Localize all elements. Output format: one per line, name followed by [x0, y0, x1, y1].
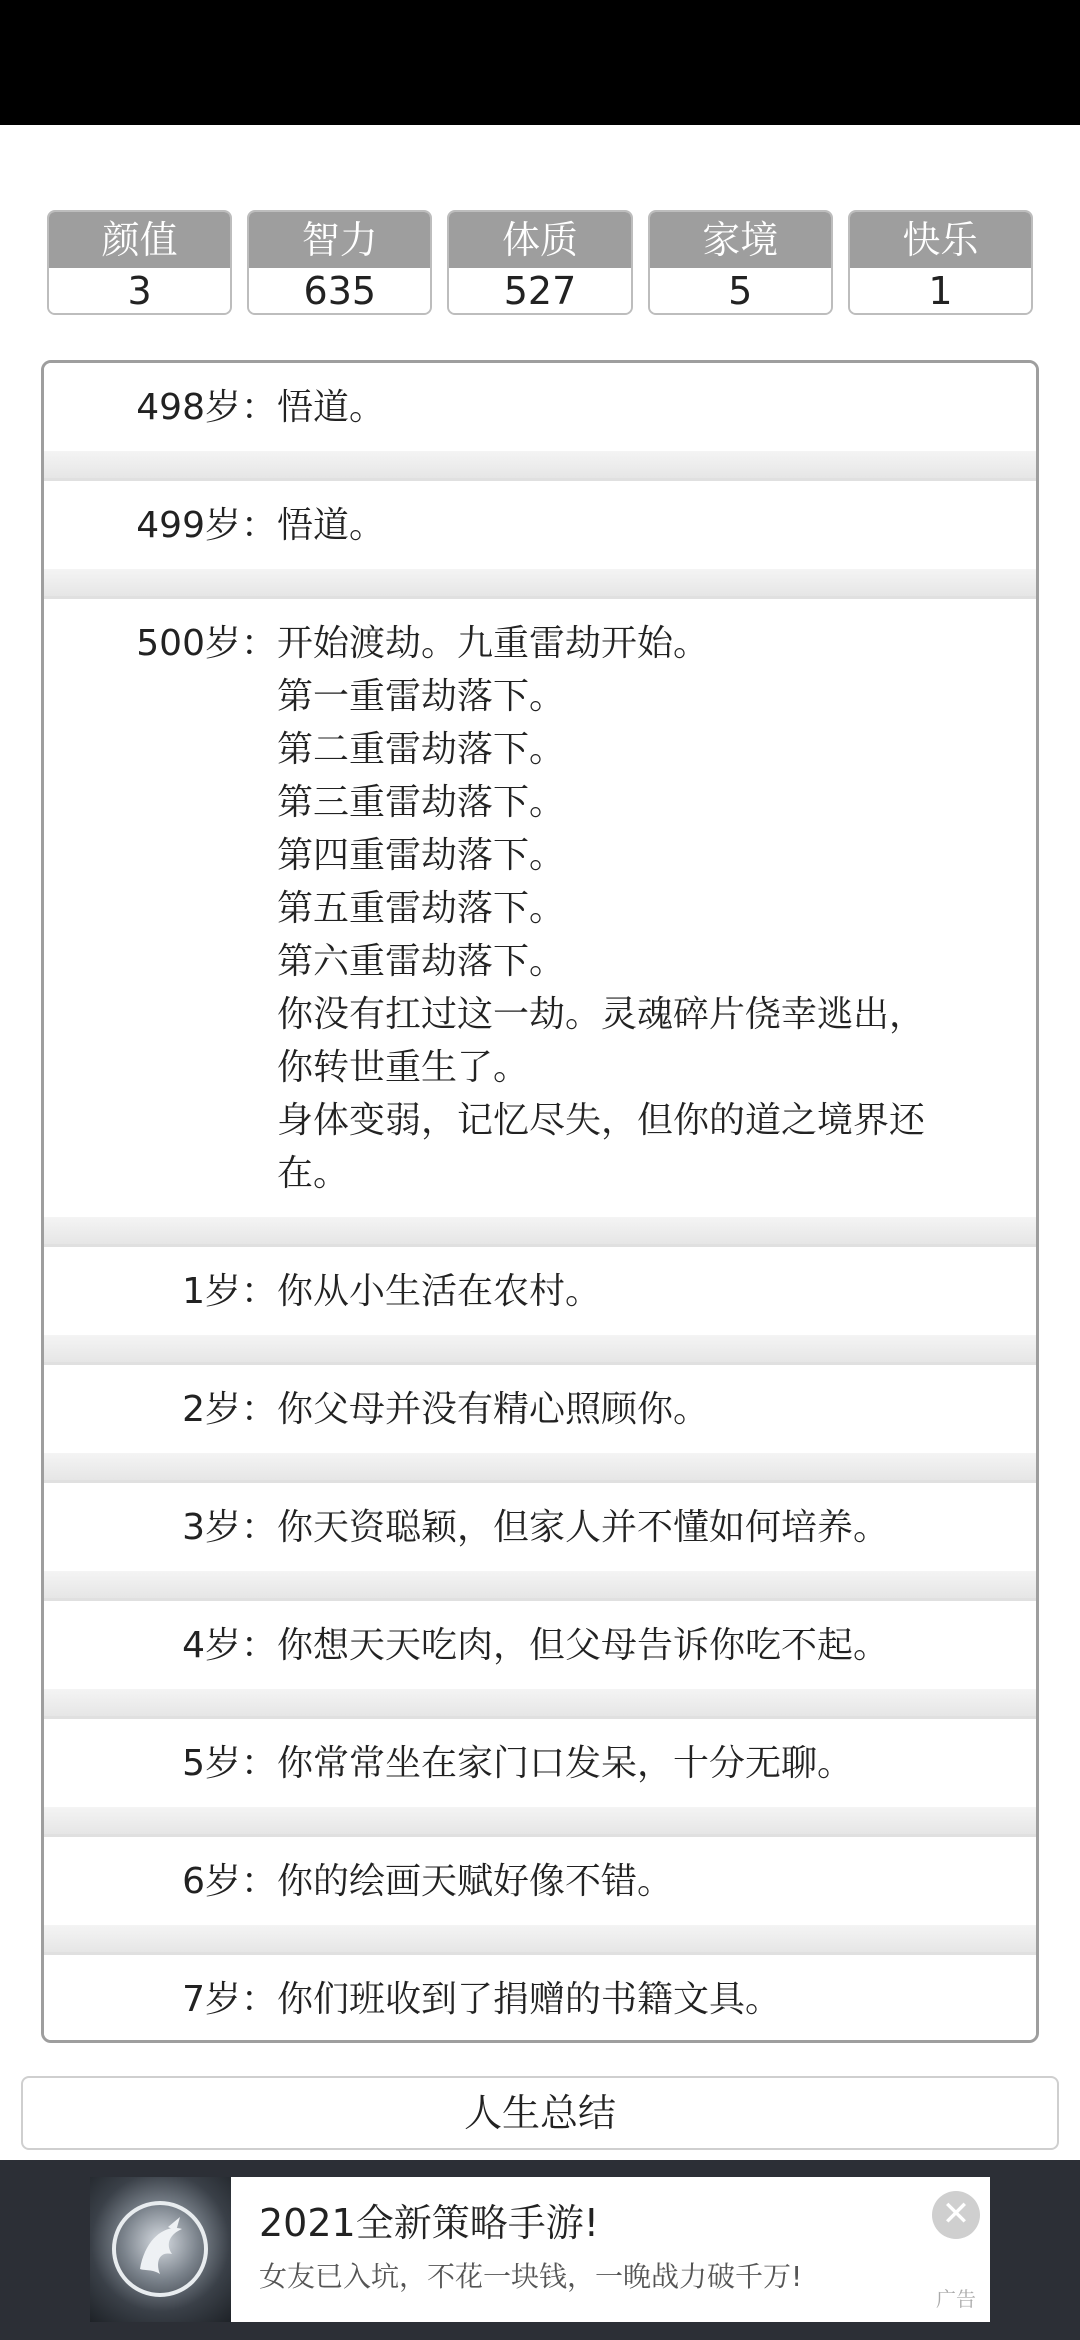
entry-line: 你从小生活在农村。	[277, 1271, 602, 1312]
ad-description: 女友已入坑，不花一块钱，一晚战力破千万!	[259, 2260, 803, 2293]
log-entry	[44, 1952, 1036, 2040]
entry-text	[277, 1383, 996, 1436]
stat-value: 3	[49, 268, 230, 315]
life-event-log[interactable]	[41, 360, 1039, 2043]
stat-box	[247, 210, 432, 315]
dragon-logo-icon	[90, 2177, 231, 2322]
entry-age: 498岁：	[136, 387, 277, 428]
entry-age: 4岁：	[182, 1625, 277, 1666]
status-bar	[0, 0, 1080, 125]
entry-line: 第二重雷劫落下。	[277, 729, 566, 770]
log-entry	[44, 1834, 1036, 1922]
close-icon[interactable]: ✕	[932, 2191, 980, 2239]
ad-title: 2021全新策略手游!	[259, 2201, 599, 2245]
log-entry	[44, 1598, 1036, 1686]
entry-text	[277, 1501, 996, 1554]
log-entry	[44, 1244, 1036, 1332]
stat-label: 颜值	[49, 212, 230, 268]
life-summary-button[interactable]: 人生总结	[21, 2076, 1059, 2150]
entry-line: 第五重雷劫落下。	[277, 888, 566, 929]
entry-text	[277, 499, 996, 552]
entry-text	[277, 617, 996, 1200]
entry-line: 第三重雷劫落下。	[277, 782, 566, 823]
entry-line: 第四重雷劫落下。	[277, 835, 566, 876]
entry-line: 第六重雷劫落下。	[277, 941, 566, 982]
stat-label: 体质	[449, 212, 630, 268]
log-entry	[44, 363, 1036, 448]
entry-text	[277, 1619, 996, 1672]
stat-box	[47, 210, 232, 315]
entry-line: 悟道。	[277, 505, 386, 546]
entry-line: 你转世重生了。	[277, 1047, 530, 1088]
entry-line: 身体变弱，记忆尽失，但你的道之境界还	[277, 1100, 926, 1141]
ad-banner[interactable]	[90, 2177, 990, 2322]
entry-line: 你没有扛过这一劫。灵魂碎片侥幸逃出，	[277, 994, 926, 1035]
entry-text	[277, 381, 996, 434]
log-entry	[44, 478, 1036, 566]
entry-line: 你的绘画天赋好像不错。	[277, 1861, 674, 1902]
stat-value: 5	[650, 268, 831, 315]
log-entry	[44, 1480, 1036, 1568]
log-entry	[44, 1716, 1036, 1804]
stat-label: 快乐	[850, 212, 1031, 268]
entry-line: 你父母并没有精心照顾你。	[277, 1389, 710, 1430]
entry-age: 500岁：	[136, 623, 277, 664]
stat-label: 智力	[249, 212, 430, 268]
entry-age: 499岁：	[136, 505, 277, 546]
entry-line: 悟道。	[277, 387, 386, 428]
entry-text	[277, 1855, 996, 1908]
stat-value: 635	[249, 268, 430, 315]
stat-value: 527	[449, 268, 630, 315]
stat-box	[848, 210, 1033, 315]
entry-text	[277, 1973, 996, 2026]
entry-line: 你天资聪颖，但家人并不懂如何培养。	[277, 1507, 890, 1548]
ad-tag: 广告	[936, 2287, 976, 2311]
entry-age: 3岁：	[182, 1507, 277, 1548]
entry-age: 2岁：	[182, 1389, 277, 1430]
entry-age: 1岁：	[182, 1271, 277, 1312]
entry-line: 在。	[277, 1153, 350, 1194]
stat-value: 1	[850, 268, 1031, 315]
stat-box	[447, 210, 632, 315]
log-entry	[44, 1362, 1036, 1450]
entry-text	[277, 1265, 996, 1318]
entry-age: 5岁：	[182, 1743, 277, 1784]
entry-line: 开始渡劫。九重雷劫开始。	[277, 623, 710, 664]
log-entry	[44, 596, 1036, 1214]
entry-age: 7岁：	[182, 1979, 277, 2020]
stat-label: 家境	[650, 212, 831, 268]
ad-banner-area	[0, 2160, 1080, 2340]
entry-text	[277, 1737, 996, 1790]
entry-line: 你常常坐在家门口发呆，十分无聊。	[277, 1743, 854, 1784]
attribute-panel	[47, 210, 1033, 315]
stat-box	[648, 210, 833, 315]
entry-line: 第一重雷劫落下。	[277, 676, 566, 717]
entry-line: 你想天天吃肉，但父母告诉你吃不起。	[277, 1625, 890, 1666]
entry-age: 6岁：	[182, 1861, 277, 1902]
entry-line: 你们班收到了捐赠的书籍文具。	[277, 1979, 782, 2020]
